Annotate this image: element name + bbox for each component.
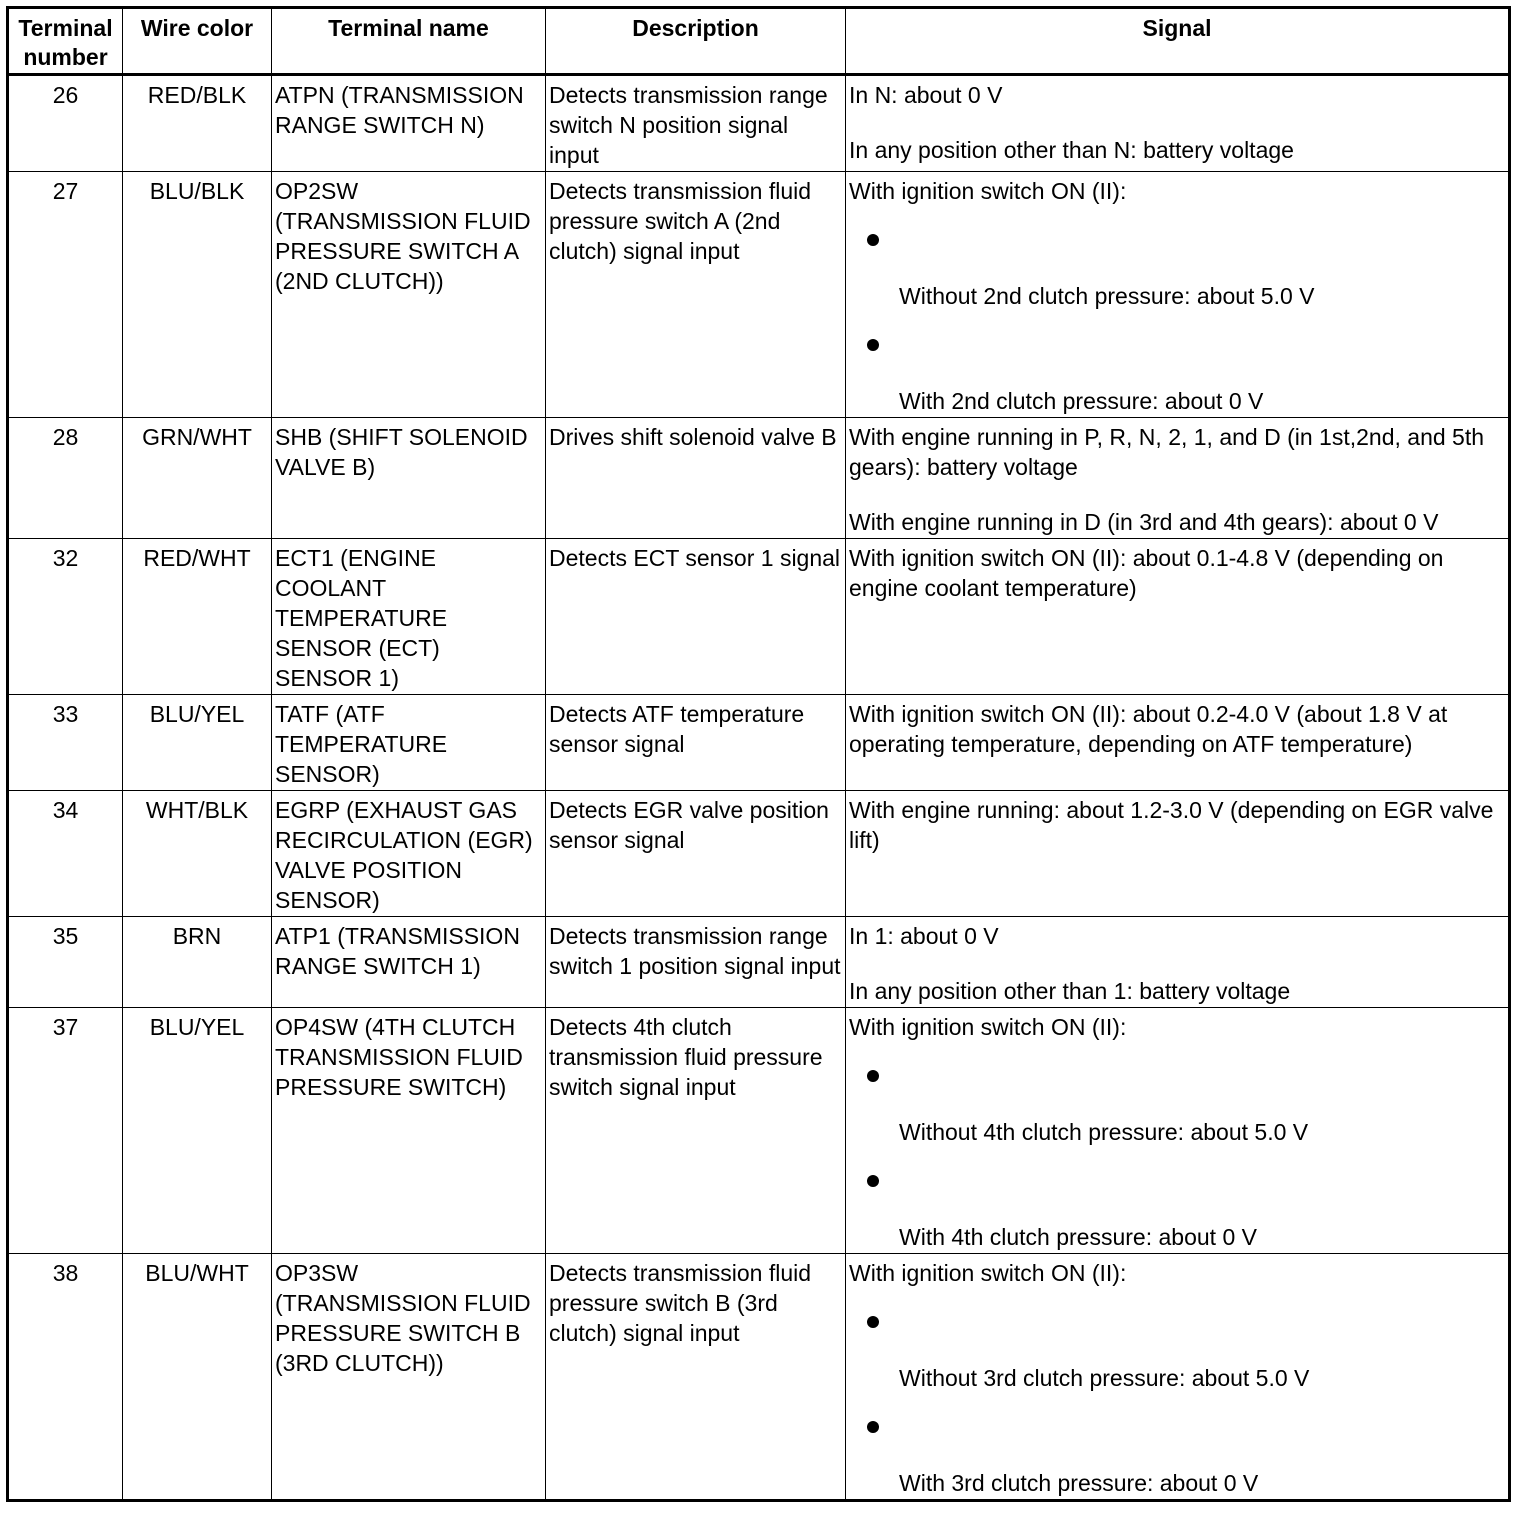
table-row [8,917,1510,1008]
signal [846,917,1510,1008]
signal-bullet-text: With 2nd clutch pressure: about 0 V [899,388,1264,414]
table-row [8,791,1510,917]
terminal-name: SHB (SHIFT SOLENOID VALVE B) [272,418,546,539]
signal-bullet-text: Without 2nd clutch pressure: about 5.0 V [899,283,1315,309]
signal-heading: With ignition switch ON (II): [849,1014,1127,1040]
bullet-icon [867,1316,879,1328]
table-body [8,75,1510,1501]
header-row [8,8,1510,75]
signal [846,539,1510,695]
terminal-name: EGRP (EXHAUST GAS RECIRCULATION (EGR) VALVE POSITION SENSOR) [272,791,546,917]
table-header [8,8,1510,75]
terminal-number: 37 [8,1008,123,1254]
header-terminal-name: Terminal name [272,8,546,75]
signal-line: With ignition switch ON (II): about 0.1-4.8 V (depending on engine coolant temperature) [849,545,1444,601]
terminal-number: 34 [8,791,123,917]
terminal-name: TATF (ATF TEMPERATURE SENSOR) [272,695,546,791]
terminal-number: 32 [8,539,123,695]
signal-bullet-text: Without 4th clutch pressure: about 5.0 V [899,1119,1309,1145]
signal [846,695,1510,791]
signal-line: In any position other than 1: battery voltage [849,978,1291,1004]
signal-line: With engine running in P, R, N, 2, 1, and D (in 1st,2nd, and 5th gears): battery voltage [849,424,1485,480]
description: Drives shift solenoid valve B [546,418,846,539]
description: Detects transmission range switch N position signal input [546,75,846,172]
signal-line: In any position other than N: battery voltage [849,137,1294,163]
wire-color: BLU/YEL [123,695,272,791]
description: Detects EGR valve position sensor signal [546,791,846,917]
signal-line: In N: about 0 V [849,82,1003,108]
wire-color: BRN [123,917,272,1008]
signal [846,172,1510,418]
signal-line: With engine running in D (in 3rd and 4th gears): about 0 V [849,509,1439,535]
terminal-number: 27 [8,172,123,418]
description: Detects transmission fluid pressure switch A (2nd clutch) signal input [546,172,846,418]
table-row [8,418,1510,539]
header-terminal-number: Terminal number [8,8,123,75]
description: Detects ECT sensor 1 signal [546,539,846,695]
signal-bullet-text: With 4th clutch pressure: about 0 V [899,1224,1257,1250]
signal [846,791,1510,917]
description: Detects ATF temperature sensor signal [546,695,846,791]
description: Detects 4th clutch transmission fluid pressure switch signal input [546,1008,846,1254]
terminal-name: OP2SW (TRANSMISSION FLUID PRESSURE SWITCH A (2ND CLUTCH)) [272,172,546,418]
bullet-icon [867,234,879,246]
wire-color: BLU/WHT [123,1254,272,1501]
signal-bullet-item [849,1288,1505,1393]
signal-line: With ignition switch ON (II): about 0.2-4.0 V (about 1.8 V at operating temperature, depending on ATF temperature) [849,701,1448,757]
signal [846,1254,1510,1501]
table-row [8,172,1510,418]
header-signal: Signal [846,8,1510,75]
table-row [8,539,1510,695]
signal [846,1008,1510,1254]
terminal-number: 26 [8,75,123,172]
table-row [8,695,1510,791]
terminal-number: 33 [8,695,123,791]
wire-color: RED/WHT [123,539,272,695]
description: Detects transmission fluid pressure switch B (3rd clutch) signal input [546,1254,846,1501]
wire-color: RED/BLK [123,75,272,172]
bullet-icon [867,1175,879,1187]
terminal-name: OP4SW (4TH CLUTCH TRANSMISSION FLUID PRESSURE SWITCH) [272,1008,546,1254]
table-row [8,75,1510,172]
wire-color: WHT/BLK [123,791,272,917]
bullet-icon [867,1421,879,1433]
signal-bullet-item [849,311,1505,416]
wire-color: BLU/YEL [123,1008,272,1254]
terminal-name: ATP1 (TRANSMISSION RANGE SWITCH 1) [272,917,546,1008]
terminal-number: 38 [8,1254,123,1501]
bullet-icon [867,339,879,351]
terminal-number: 28 [8,418,123,539]
signal-line: With engine running: about 1.2-3.0 V (depending on EGR valve lift) [849,797,1494,853]
signal-heading: With ignition switch ON (II): [849,178,1127,204]
terminal-name: OP3SW (TRANSMISSION FLUID PRESSURE SWITCH B (3RD CLUTCH)) [272,1254,546,1501]
bullet-icon [867,1070,879,1082]
signal-bullet-item [849,1042,1505,1147]
signal-bullet-item [849,1147,1505,1252]
signal-bullet-item [849,1393,1505,1498]
terminal-name: ECT1 (ENGINE COOLANT TEMPERATURE SENSOR (ECT) SENSOR 1) [272,539,546,695]
table-row [8,1254,1510,1501]
signal-heading: With ignition switch ON (II): [849,1260,1127,1286]
header-description: Description [546,8,846,75]
signal-bullet-item [849,206,1505,311]
signal [846,75,1510,172]
header-wire-color: Wire color [123,8,272,75]
terminal-table [6,6,1511,1502]
wire-color: GRN/WHT [123,418,272,539]
wire-color: BLU/BLK [123,172,272,418]
signal-bullet-text: Without 3rd clutch pressure: about 5.0 V [899,1365,1310,1391]
signal [846,418,1510,539]
terminal-number: 35 [8,917,123,1008]
table-row [8,1008,1510,1254]
signal-line: In 1: about 0 V [849,923,999,949]
description: Detects transmission range switch 1 position signal input [546,917,846,1008]
terminal-name: ATPN (TRANSMISSION RANGE SWITCH N) [272,75,546,172]
signal-bullet-text: With 3rd clutch pressure: about 0 V [899,1470,1259,1496]
